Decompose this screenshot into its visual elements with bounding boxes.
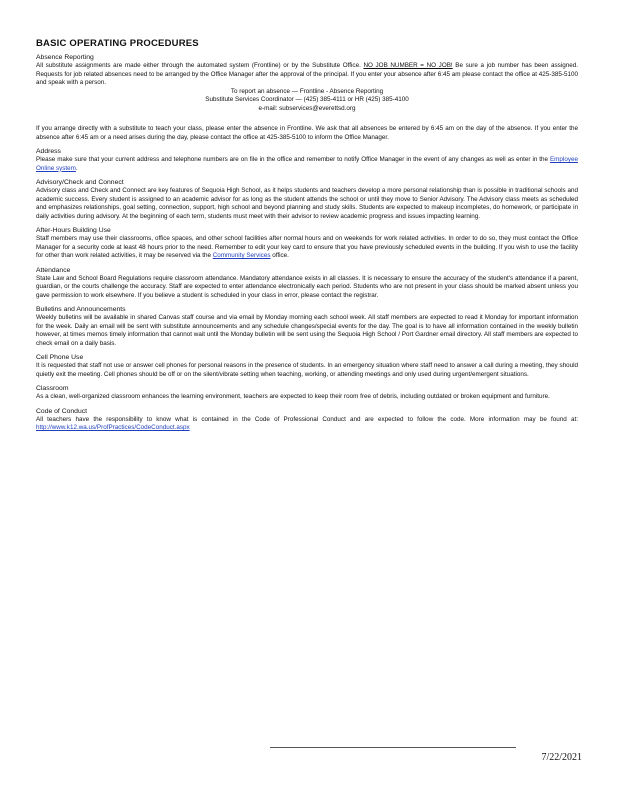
section-absence: [36, 54, 578, 142]
section-after-hours: [36, 227, 578, 261]
absence-text-continued: Be sure a job number has been assigned. Requests for job related absences need to be arranged by the Office Manager after the approval of the principal. If you enter your absence after 6:45 am please contact the office at 425-385-5100 and speak with a person.: [36, 62, 578, 86]
absence-text: All substitute assignments are made either through the automated system (Frontline) or by the Substitute Office.: [36, 62, 364, 69]
section-bulletins: [36, 306, 578, 348]
community-services-link[interactable]: Community Services: [212, 252, 271, 259]
absence-paragraph-2: If you arrange directly with a substitute to teach your class, please enter the absence in Frontline. We ask that all absences be entered by 6:45 am on the day of the absence. If you enter the absence after 6:45 am or a need arises during the day, please contact the office at 425-385-5100 to inform the Office Manager.: [36, 125, 578, 141]
absence-email-line: e-mail: subservices@everettsd.org: [258, 104, 356, 112]
address-paragraph: [36, 156, 578, 173]
after-hours-text-end: office.: [270, 252, 289, 259]
section-conduct: [36, 408, 578, 433]
absence-paragraph-1: [36, 62, 578, 88]
section-heading-attendance: Attendance: [36, 266, 71, 274]
cellphone-paragraph: It is requested that staff not use or answer cell phones for personal reasons in the presence of students. In an emergency situation where staff need to answer a call during a meeting, they should quietly exit the meeting. Cell phones should be off or on the silent/vibrate setting when teaching, working, or attending meetings and only used during urgent/emergent situations.: [36, 362, 578, 378]
document-date: 7/22/2021: [541, 752, 582, 763]
section-cellphone: [36, 354, 578, 379]
absence-report-line: To report an absence — Frontline - Absence Reporting: [230, 87, 384, 95]
section-heading-classroom: Classroom: [36, 385, 69, 392]
section-heading-cellphone: Cell Phone Use: [36, 354, 84, 361]
section-advisory: [36, 179, 578, 221]
section-heading-absence: Absence Reporting: [36, 54, 94, 61]
footer-rule: [270, 747, 516, 748]
no-job-notice: NO JOB NUMBER = NO JOB!: [363, 62, 453, 69]
after-hours-paragraph: [36, 235, 578, 261]
section-heading-advisory: Advisory/Check and Connect: [36, 179, 124, 186]
document-title: BASIC OPERATING PROCEDURES: [36, 38, 199, 49]
section-heading-address: Address: [36, 148, 61, 155]
conduct-paragraph: [36, 416, 578, 433]
advisory-paragraph: Advisory class and Check and Connect are key features of Sequoia High School, as it helps students and teachers develop a more personal relationship than is possible in traditional schools and academic success. Every student is assigned to an academic advisor for as long as the student attends the school or until they move to Senior Advisory. The Advisory class meets as scheduled and emphasizes relationships, goal setting, connection, support, high school and beyond planning and study skills. Students are expected to makeup incompletes, do homework, or participate in daily activities during advisory. At the beginning of each term, students must meet with their advisor to review academic progress and issues impacting learning.: [36, 187, 578, 220]
spacer: [36, 113, 578, 125]
section-heading-conduct: Code of Conduct: [36, 407, 88, 415]
code-conduct-link[interactable]: http://www.k12.wa.us/ProfPractices/CodeConduct.aspx: [36, 424, 190, 431]
after-hours-text: Staff members may use their classrooms, office spaces, and other school facilities after normal hours and on weekends for work related activities. In order to do so, they must contact the Office Manager for a security code at least 48 hours prior to the need. Remember to edit your key card to ensure that you have previously scheduled events in the building. If you wish to use the facility for other than work related activities, it may be reserved via the: [36, 235, 578, 259]
section-heading-after-hours: After-Hours Building Use: [36, 227, 111, 234]
classroom-paragraph: As a clean, well-organized classroom enhances the learning environment, teachers are expected to keep their room free of debris, including outdated or broken equipment and furniture.: [36, 393, 550, 400]
section-attendance: [36, 267, 578, 301]
section-address: [36, 148, 578, 173]
conduct-text: All teachers have the responsibility to know what is contained in the Code of Professional Conduct and are expected to follow the code. More information may be found at:: [36, 415, 578, 423]
attendance-paragraph: State Law and School Board Regulations require classroom attendance. Mandatory attendance exists in all classes. It is necessary to ensure the accuracy of the student's attendance if a parent, guardian, or the courts challenge the accuracy. Staff are expected to enter attendance electronically each period. Students who are not present in your class should be marked absent unless you gave permission to work elsewhere. If you believe a student is scheduled in your class in error, please contact the registrar.: [36, 274, 578, 299]
absence-contact-line: Substitute Services Coordinator — (425) 385-4111 or HR (425) 385-4100: [205, 96, 409, 103]
address-text-end: .: [75, 164, 78, 172]
section-heading-bulletins: Bulletins and Announcements: [36, 306, 126, 313]
section-classroom: [36, 385, 578, 402]
address-text: Please make sure that your current address and telephone numbers are on file in the office and remember to notify Office Manager in the event of any changes as well as enter in the: [36, 156, 550, 163]
bulletins-paragraph: Weekly bulletins will be available in shared Canvas staff course and via email by Monday morning each school week. All staff members are expected to read it Monday for important information for the week. Daily an email will be sent with substitute announcements and any schedule changes/special events for the day. The goal is to have all information contained in the weekly bulletin however, at times memos timely information that cannot wait until the Monday bulletin will be sent using the Sequoia High School / Port Gardner email directory. All staff members are expected to check email on a daily basis.: [36, 314, 578, 347]
employee-online-link[interactable]: Employee Online system: [36, 156, 578, 172]
